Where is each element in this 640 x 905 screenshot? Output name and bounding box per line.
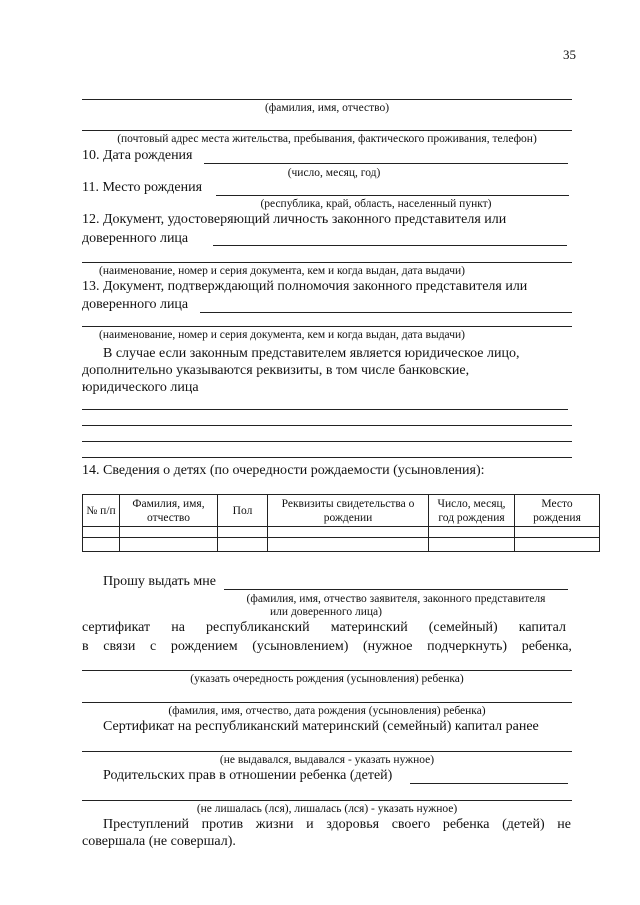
birth-order-caption: (указать очередность рождения (усыновления) ребенка)	[190, 673, 464, 685]
word: Преступлений	[103, 817, 189, 832]
table-cell[interactable]	[120, 538, 218, 552]
fio-line[interactable]	[82, 99, 572, 100]
word: ребенка	[442, 817, 490, 832]
parental-rights-label: Родительских прав в отношении ребенка (детей)	[103, 768, 393, 783]
word: здоровья	[326, 817, 380, 832]
deprived-caption: (не лишалась (лся), лишалась (лся) - указать нужное)	[196, 803, 458, 815]
parental-rights-line-1[interactable]	[410, 783, 568, 784]
legal-entity-line-4[interactable]	[82, 457, 572, 458]
table-cell[interactable]	[218, 538, 268, 552]
doc13-line-2[interactable]	[82, 326, 572, 327]
request-label: Прошу выдать мне	[103, 574, 216, 589]
child-fio-caption: (фамилия, имя, отчество, дата рождения (усыновления) ребенка)	[168, 705, 486, 717]
legal-entity-line-1[interactable]	[82, 409, 568, 410]
doc13-caption: (наименование, номер и серия документа, кем и когда выдан, дата выдачи)	[99, 329, 465, 341]
legal-entity-text-3: юридического лица	[82, 380, 199, 395]
birth-date-label: 10. Дата рождения	[82, 148, 193, 163]
word: в	[82, 639, 89, 654]
word: капитал	[518, 620, 566, 635]
crimes-text-1	[103, 817, 571, 833]
word: (усыновлением)	[252, 639, 349, 654]
doc12-line-1[interactable]	[213, 245, 567, 246]
birth-place-label: 11. Место рождения	[82, 180, 203, 195]
col-birth-date: Число, месяц, год рождения	[429, 495, 515, 527]
doc13-label-line2: доверенного лица	[82, 297, 189, 312]
fio-caption: (фамилия, имя, отчество)	[264, 102, 390, 114]
certificate-text	[82, 620, 566, 636]
parental-rights-line-2[interactable]	[82, 800, 572, 801]
word: не	[557, 817, 571, 832]
table-cell[interactable]	[268, 538, 429, 552]
doc12-line-2[interactable]	[82, 262, 572, 263]
issued-caption: (не выдавался, выдавался - указать нужное)	[219, 754, 435, 766]
word: ребенка,	[521, 639, 572, 654]
table-cell[interactable]	[429, 538, 515, 552]
word: (нужное	[363, 639, 413, 654]
word: (семейный)	[428, 620, 498, 635]
birth-place-caption: (республика, край, область, населенный пункт)	[260, 198, 492, 210]
legal-entity-text-1: В случае если законным представителем является юридическое лицо,	[103, 346, 520, 361]
word: рождением	[170, 639, 238, 654]
col-birth-place: Место рождения	[515, 495, 600, 527]
col-certificate: Реквизиты свидетельства о рождении	[268, 495, 429, 527]
table-cell[interactable]	[268, 527, 429, 538]
table-cell[interactable]	[218, 527, 268, 538]
doc12-label-line2: доверенного лица	[82, 231, 189, 246]
applicant-line[interactable]	[224, 589, 568, 590]
legal-entity-line-2[interactable]	[82, 425, 572, 426]
applicant-caption-2: или доверенного лица)	[270, 606, 382, 618]
address-caption: (почтовый адрес места жительства, пребывания, фактического проживания, телефон)	[117, 133, 537, 145]
birth-order-line[interactable]	[82, 670, 572, 671]
children-table-header	[83, 495, 600, 527]
doc13-line-1[interactable]	[200, 312, 572, 313]
table-row[interactable]	[83, 538, 600, 552]
table-cell[interactable]	[83, 538, 120, 552]
word: жизни	[255, 817, 294, 832]
table-cell[interactable]	[120, 527, 218, 538]
doc12-caption: (наименование, номер и серия документа, кем и когда выдан, дата выдачи)	[99, 265, 465, 277]
certificate-previous-text: Сертификат на республиканский материнский (семейный) капитал ранее	[103, 719, 539, 734]
col-number: № п/п	[83, 495, 120, 527]
word: материнский	[330, 620, 408, 635]
children-heading: 14. Сведения о детях (по очередности рождаемости (усыновления):	[82, 463, 485, 478]
birth-date-caption: (число, месяц, год)	[287, 167, 381, 179]
table-row[interactable]	[83, 527, 600, 538]
word: (детей)	[502, 817, 545, 832]
legal-entity-line-3[interactable]	[82, 441, 572, 442]
col-fio: Фамилия, имя, отчество	[120, 495, 218, 527]
issued-line[interactable]	[82, 751, 572, 752]
word: сертификат	[82, 620, 151, 635]
child-fio-line[interactable]	[82, 702, 572, 703]
doc12-label-line1: 12. Документ, удостоверяющий личность законного представителя или	[82, 212, 507, 227]
doc13-label-line1: 13. Документ, подтверждающий полномочия законного представителя или	[82, 279, 528, 294]
table-cell[interactable]	[83, 527, 120, 538]
table-cell[interactable]	[515, 538, 600, 552]
birth-text	[82, 639, 572, 655]
table-cell[interactable]	[515, 527, 600, 538]
word: против	[201, 817, 244, 832]
birth-date-line[interactable]	[204, 163, 568, 164]
address-line[interactable]	[82, 130, 572, 131]
applicant-caption-1: (фамилия, имя, отчество заявителя, законного представителя	[246, 593, 546, 605]
word: республиканский	[206, 620, 310, 635]
word: с	[150, 639, 157, 654]
word: и	[306, 817, 314, 832]
col-sex: Пол	[218, 495, 268, 527]
table-cell[interactable]	[429, 527, 515, 538]
birth-place-line[interactable]	[216, 195, 569, 196]
children-table	[82, 494, 600, 552]
word: подчеркнуть)	[427, 639, 508, 654]
word: своего	[391, 817, 431, 832]
legal-entity-text-2: дополнительно указываются реквизиты, в том числе банковские,	[82, 363, 470, 378]
word: на	[171, 620, 185, 635]
page-number: 35	[563, 47, 576, 62]
crimes-text-2: совершала (не совершал).	[82, 834, 236, 849]
word: связи	[103, 639, 136, 654]
